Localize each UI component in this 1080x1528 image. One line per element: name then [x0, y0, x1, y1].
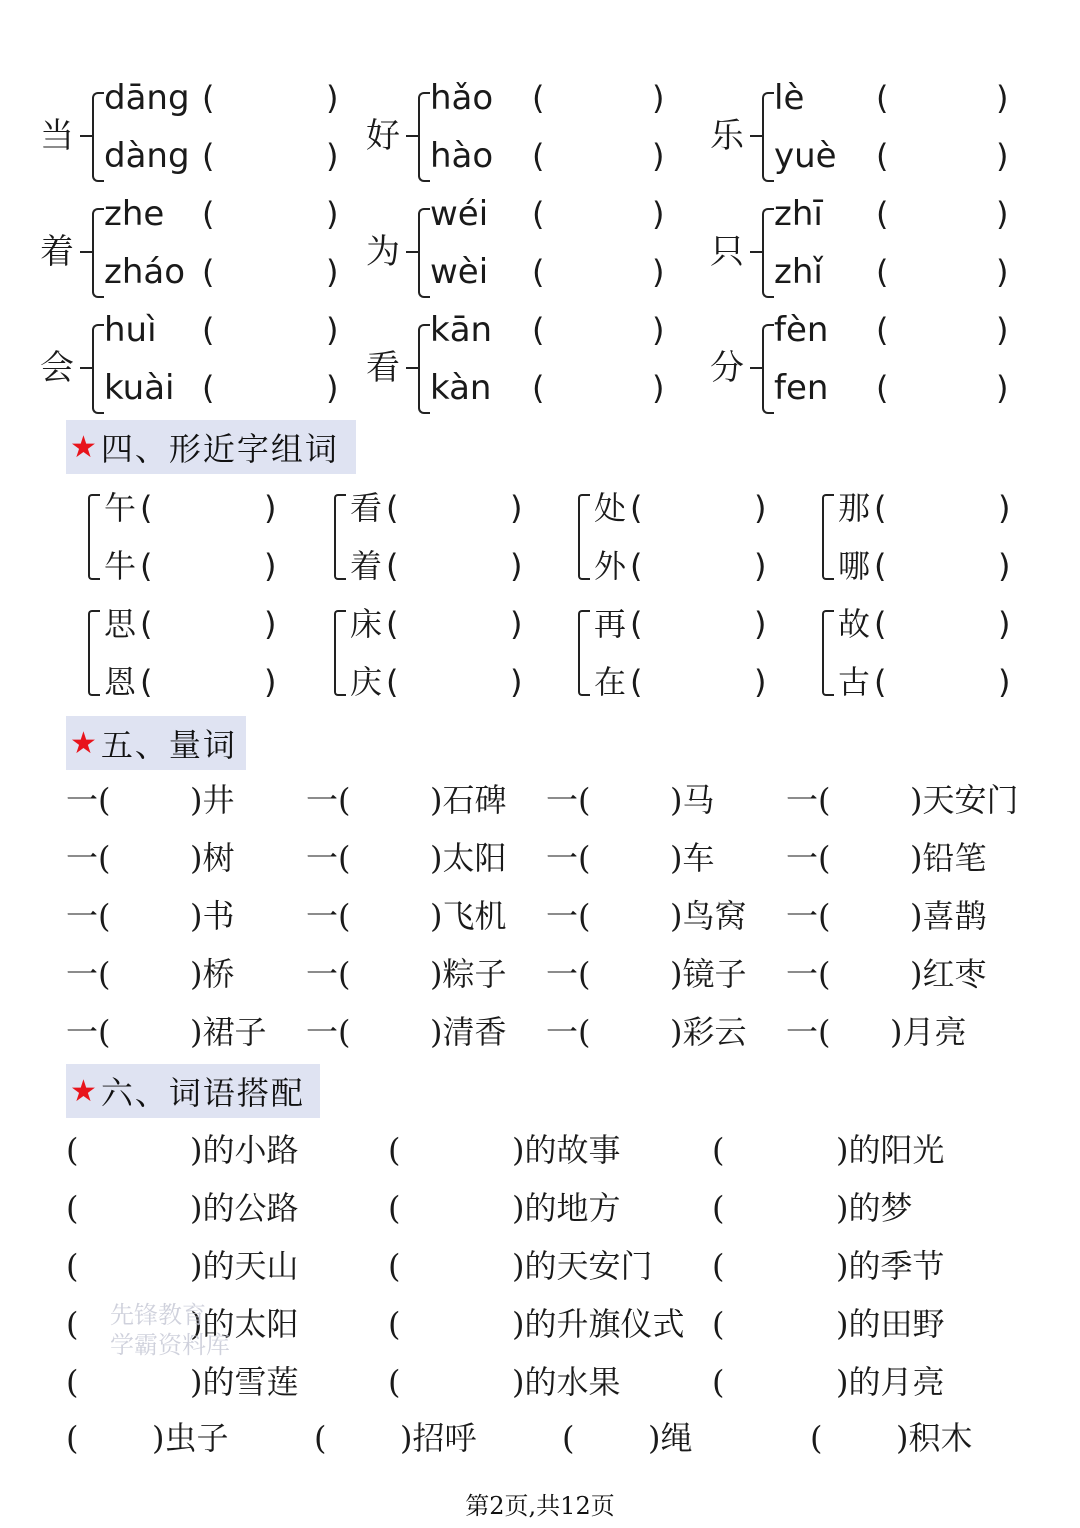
similar-char: 着: [350, 547, 383, 585]
collocation-open: (: [66, 1189, 79, 1227]
answer-paren-open: (: [630, 489, 643, 527]
answer-paren-close: ): [996, 79, 1009, 117]
pinyin-reading: zhī: [774, 194, 823, 234]
pinyin-reading: dāng: [104, 78, 190, 118]
section-title: 五、量词: [100, 726, 237, 764]
polyphone-char: 看: [366, 348, 400, 388]
answer-paren-close: ): [996, 253, 1009, 291]
collocation-open: (: [712, 1131, 725, 1169]
polyphone-brace: [418, 324, 430, 414]
pinyin-reading: kān: [430, 310, 493, 350]
similar-char: 再: [594, 605, 627, 643]
measure-noun: )太阳: [430, 839, 507, 877]
collocation-phrase: )的月亮: [836, 1363, 945, 1401]
answer-paren-close: ): [996, 369, 1009, 407]
similar-char: 古: [838, 663, 871, 701]
answer-paren-close: ): [510, 663, 523, 701]
collocation-open: (: [66, 1247, 79, 1285]
answer-paren-close: ): [264, 547, 277, 585]
collocation-phrase: )的梦: [836, 1189, 913, 1227]
pinyin-reading: zhǐ: [774, 252, 823, 292]
similar-char: 思: [104, 605, 137, 643]
polyphone-brace: [92, 324, 104, 414]
answer-paren-close: ): [652, 369, 665, 407]
answer-paren-close: ): [652, 311, 665, 349]
answer-paren-open: (: [874, 547, 887, 585]
answer-paren-open: (: [876, 369, 889, 407]
polyphone-brace-tick: [750, 135, 762, 137]
similar-char: 看: [350, 489, 383, 527]
answer-paren-close: ): [264, 489, 277, 527]
answer-paren-open: (: [630, 547, 643, 585]
polyphone-char: 乐: [710, 116, 744, 156]
collocation-open: (: [66, 1419, 79, 1457]
measure-noun: )鸟窝: [670, 897, 747, 935]
polyphone-brace-tick: [750, 367, 762, 369]
measure-noun: )粽子: [430, 955, 507, 993]
measure-prefix: 一(: [306, 955, 351, 993]
answer-paren-close: ): [264, 663, 277, 701]
pinyin-reading: hào: [430, 136, 494, 176]
measure-prefix: 一(: [546, 897, 591, 935]
answer-paren-open: (: [532, 137, 545, 175]
polyphone-char: 着: [40, 232, 74, 272]
polyphone-char: 会: [40, 348, 74, 388]
answer-paren-close: ): [998, 547, 1011, 585]
pinyin-reading: hǎo: [430, 78, 494, 118]
polyphone-brace: [762, 324, 774, 414]
similar-char: 恩: [104, 663, 137, 701]
collocation-open: (: [712, 1363, 725, 1401]
pinyin-reading: zhe: [104, 194, 165, 234]
collocation-phrase: )的太阳: [190, 1305, 299, 1343]
similar-char: 处: [594, 489, 627, 527]
answer-paren-close: ): [996, 137, 1009, 175]
measure-noun: )月亮: [890, 1013, 967, 1051]
answer-paren-close: ): [998, 489, 1011, 527]
answer-paren-close: ): [326, 195, 339, 233]
measure-noun: )红枣: [910, 955, 987, 993]
answer-paren-open: (: [874, 489, 887, 527]
answer-paren-open: (: [874, 663, 887, 701]
collocation-open: (: [388, 1363, 401, 1401]
answer-paren-close: ): [326, 369, 339, 407]
pinyin-reading: kuài: [104, 368, 175, 408]
answer-paren-close: ): [326, 311, 339, 349]
polyphone-brace: [418, 92, 430, 182]
star-icon: ★: [70, 1073, 97, 1109]
group-bracket: [822, 610, 834, 696]
collocation-open: (: [712, 1189, 725, 1227]
answer-paren-open: (: [140, 489, 153, 527]
measure-noun: )裙子: [190, 1013, 267, 1051]
group-bracket: [578, 494, 590, 580]
collocation-open: (: [388, 1305, 401, 1343]
page-footer: 第2页,共12页: [465, 1492, 615, 1520]
measure-noun: )车: [670, 839, 715, 877]
similar-char: 那: [838, 489, 871, 527]
measure-prefix: 一(: [786, 1013, 831, 1051]
collocation-phrase: )的阳光: [836, 1131, 945, 1169]
answer-paren-open: (: [876, 311, 889, 349]
answer-paren-open: (: [140, 605, 153, 643]
polyphone-char: 为: [366, 232, 400, 272]
measure-prefix: 一(: [306, 897, 351, 935]
answer-paren-close: ): [754, 547, 767, 585]
group-bracket: [88, 610, 100, 696]
polyphone-brace: [92, 92, 104, 182]
collocation-phrase: )的升旗仪式: [512, 1305, 685, 1343]
measure-noun: )彩云: [670, 1013, 747, 1051]
measure-prefix: 一(: [66, 839, 111, 877]
measure-prefix: 一(: [306, 781, 351, 819]
collocation-open: (: [810, 1419, 823, 1457]
collocation-open: (: [712, 1247, 725, 1285]
section-header: [66, 420, 356, 474]
collocation-open: (: [388, 1189, 401, 1227]
group-bracket: [334, 610, 346, 696]
pinyin-reading: dàng: [104, 136, 190, 176]
answer-paren-open: (: [202, 137, 215, 175]
measure-noun: )飞机: [430, 897, 507, 935]
answer-paren-open: (: [876, 137, 889, 175]
measure-prefix: 一(: [786, 897, 831, 935]
similar-char: 在: [594, 663, 627, 701]
answer-paren-close: ): [996, 311, 1009, 349]
collocation-phrase: )虫子: [152, 1419, 229, 1457]
measure-prefix: 一(: [66, 897, 111, 935]
answer-paren-open: (: [202, 311, 215, 349]
measure-prefix: 一(: [786, 781, 831, 819]
pinyin-reading: kàn: [430, 368, 492, 408]
collocation-phrase: )的故事: [512, 1131, 621, 1169]
collocation-phrase: )的水果: [512, 1363, 621, 1401]
measure-prefix: 一(: [786, 839, 831, 877]
polyphone-char: 分: [710, 348, 744, 388]
answer-paren-open: (: [876, 195, 889, 233]
polyphone-brace-tick: [80, 367, 92, 369]
measure-prefix: 一(: [66, 781, 111, 819]
similar-char: 哪: [838, 547, 871, 585]
answer-paren-open: (: [386, 547, 399, 585]
star-icon: ★: [70, 429, 97, 465]
measure-prefix: 一(: [546, 781, 591, 819]
measure-noun: )树: [190, 839, 235, 877]
pinyin-reading: yuè: [774, 136, 837, 176]
polyphone-brace-tick: [406, 251, 418, 253]
collocation-phrase: )的田野: [836, 1305, 945, 1343]
polyphone-brace-tick: [80, 135, 92, 137]
measure-noun: )石碑: [430, 781, 507, 819]
pinyin-reading: fen: [774, 368, 829, 408]
collocation-open: (: [314, 1419, 327, 1457]
measure-noun: )书: [190, 897, 235, 935]
collocation-open: (: [388, 1247, 401, 1285]
measure-prefix: 一(: [546, 955, 591, 993]
answer-paren-open: (: [532, 253, 545, 291]
pinyin-reading: wéi: [430, 194, 489, 234]
measure-noun: )天安门: [910, 781, 1019, 819]
similar-char: 外: [594, 547, 627, 585]
group-bracket: [334, 494, 346, 580]
polyphone-brace-tick: [406, 367, 418, 369]
pinyin-reading: lè: [774, 78, 805, 118]
similar-char: 午: [104, 489, 137, 527]
answer-paren-open: (: [630, 663, 643, 701]
measure-noun: )镜子: [670, 955, 747, 993]
collocation-open: (: [66, 1305, 79, 1343]
collocation-phrase: )的公路: [190, 1189, 299, 1227]
measure-prefix: 一(: [306, 839, 351, 877]
group-bracket: [822, 494, 834, 580]
answer-paren-open: (: [202, 369, 215, 407]
measure-prefix: 一(: [546, 1013, 591, 1051]
collocation-open: (: [712, 1305, 725, 1343]
polyphone-brace-tick: [80, 251, 92, 253]
polyphone-char: 好: [366, 116, 400, 156]
answer-paren-open: (: [202, 195, 215, 233]
collocation-phrase: )绳: [648, 1419, 693, 1457]
answer-paren-open: (: [532, 311, 545, 349]
answer-paren-open: (: [202, 253, 215, 291]
measure-prefix: 一(: [546, 839, 591, 877]
polyphone-brace: [762, 208, 774, 298]
answer-paren-open: (: [386, 605, 399, 643]
watermark: [110, 1300, 230, 1360]
measure-noun: )清香: [430, 1013, 507, 1051]
similar-char: 牛: [104, 547, 137, 585]
polyphone-brace-tick: [750, 251, 762, 253]
collocation-phrase: )的雪莲: [190, 1363, 299, 1401]
answer-paren-open: (: [532, 195, 545, 233]
answer-paren-open: (: [532, 79, 545, 117]
measure-noun: )喜鹊: [910, 897, 987, 935]
answer-paren-close: ): [326, 137, 339, 175]
similar-char: 庆: [350, 663, 383, 701]
collocation-phrase: )的小路: [190, 1131, 299, 1169]
pinyin-reading: fèn: [774, 310, 829, 350]
measure-prefix: 一(: [66, 1013, 111, 1051]
answer-paren-open: (: [386, 489, 399, 527]
polyphone-brace: [92, 208, 104, 298]
collocation-open: (: [388, 1131, 401, 1169]
answer-paren-open: (: [876, 253, 889, 291]
answer-paren-open: (: [532, 369, 545, 407]
group-bracket: [88, 494, 100, 580]
answer-paren-close: ): [652, 79, 665, 117]
answer-paren-close: ): [652, 195, 665, 233]
section-header: [66, 1064, 320, 1118]
pinyin-reading: huì: [104, 310, 157, 350]
answer-paren-open: (: [386, 663, 399, 701]
answer-paren-open: (: [630, 605, 643, 643]
watermark-line-1: 先锋教育: [110, 1301, 206, 1329]
answer-paren-open: (: [876, 79, 889, 117]
collocation-phrase: )的天山: [190, 1247, 299, 1285]
measure-prefix: 一(: [66, 955, 111, 993]
watermark-line-2: 学霸资料库: [110, 1331, 230, 1359]
collocation-open: (: [562, 1419, 575, 1457]
collocation-phrase: )积木: [896, 1419, 973, 1457]
measure-prefix: 一(: [306, 1013, 351, 1051]
answer-paren-close: ): [652, 137, 665, 175]
section-title: 六、词语搭配: [100, 1074, 305, 1112]
measure-noun: )铅笔: [910, 839, 987, 877]
answer-paren-open: (: [140, 547, 153, 585]
polyphone-brace: [418, 208, 430, 298]
star-icon: ★: [70, 725, 97, 761]
answer-paren-close: ): [754, 605, 767, 643]
answer-paren-close: ): [998, 663, 1011, 701]
answer-paren-close: ): [326, 253, 339, 291]
answer-paren-close: ): [510, 605, 523, 643]
polyphone-char: 当: [40, 116, 74, 156]
section-title: 四、形近字组词: [100, 430, 339, 468]
answer-paren-close: ): [326, 79, 339, 117]
polyphone-brace-tick: [406, 135, 418, 137]
answer-paren-close: ): [754, 663, 767, 701]
measure-noun: )桥: [190, 955, 235, 993]
measure-noun: )井: [190, 781, 235, 819]
collocation-phrase: )的地方: [512, 1189, 621, 1227]
answer-paren-open: (: [202, 79, 215, 117]
measure-noun: )马: [670, 781, 715, 819]
collocation-phrase: )的天安门: [512, 1247, 653, 1285]
pinyin-reading: zháo: [104, 252, 186, 292]
answer-paren-open: (: [874, 605, 887, 643]
answer-paren-open: (: [140, 663, 153, 701]
answer-paren-close: ): [510, 489, 523, 527]
similar-char: 故: [838, 605, 871, 643]
section-header: [66, 716, 246, 770]
measure-prefix: 一(: [786, 955, 831, 993]
similar-char: 床: [350, 605, 383, 643]
polyphone-brace: [762, 92, 774, 182]
answer-paren-close: ): [998, 605, 1011, 643]
collocation-phrase: )招呼: [400, 1419, 477, 1457]
polyphone-char: 只: [710, 232, 744, 272]
answer-paren-close: ): [754, 489, 767, 527]
group-bracket: [578, 610, 590, 696]
answer-paren-close: ): [510, 547, 523, 585]
answer-paren-close: ): [996, 195, 1009, 233]
answer-paren-close: ): [264, 605, 277, 643]
collocation-phrase: )的季节: [836, 1247, 945, 1285]
pinyin-reading: wèi: [430, 252, 489, 292]
answer-paren-close: ): [652, 253, 665, 291]
collocation-open: (: [66, 1363, 79, 1401]
collocation-open: (: [66, 1131, 79, 1169]
